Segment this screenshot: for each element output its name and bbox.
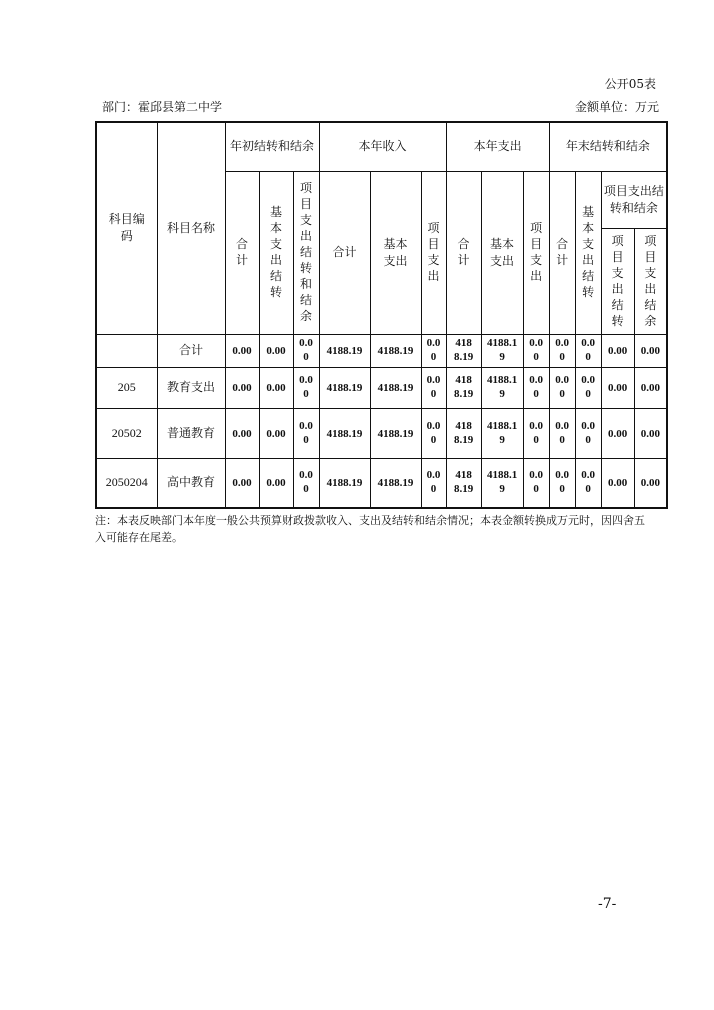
table-footnote: 注：本表反映部门本年度一般公共预算财政拨款收入、支出及结转和结余情况；本表金额转换成万元时，因四舍五入可能存在尾差。 — [95, 514, 645, 544]
cell-expense-project: 0.00 — [523, 458, 549, 508]
cell-begin-basic: 0.00 — [259, 408, 293, 458]
row-name: 合计 — [157, 334, 225, 367]
cell-expense-total: 4188.19 — [446, 334, 481, 367]
cell-expense-total: 4188.19 — [446, 367, 481, 408]
cell-end-basic: 0.00 — [575, 458, 601, 508]
cell-end-total: 0.00 — [549, 367, 575, 408]
cell-end-project-carry: 0.00 — [601, 458, 634, 508]
row-code: 20502 — [96, 408, 157, 458]
cell-end-total: 0.00 — [549, 458, 575, 508]
cell-income-basic: 4188.19 — [370, 458, 421, 508]
cell-begin-project: 0.00 — [293, 334, 319, 367]
cell-income-basic: 4188.19 — [370, 408, 421, 458]
cell-income-total: 4188.19 — [319, 408, 370, 458]
header-end-project-carry: 项目支出结转 — [601, 228, 634, 334]
cell-income-total: 4188.19 — [319, 458, 370, 508]
cell-end-project-carry: 0.00 — [601, 408, 634, 458]
header-expense-total: 合计 — [446, 171, 481, 334]
cell-expense-basic: 4188.19 — [481, 334, 523, 367]
cell-end-total: 0.00 — [549, 334, 575, 367]
header-subject-name: 科目名称 — [157, 122, 225, 334]
header-end-basic: 基本支出结转 — [575, 171, 601, 334]
cell-expense-project: 0.00 — [523, 334, 549, 367]
cell-begin-total: 0.00 — [225, 367, 259, 408]
row-name: 教育支出 — [157, 367, 225, 408]
row-code: 205 — [96, 367, 157, 408]
header-group-income: 本年收入 — [319, 122, 446, 171]
header-group-end: 年末结转和结余 — [549, 122, 667, 171]
form-number: 公开05表 — [604, 77, 656, 91]
row-name: 普通教育 — [157, 408, 225, 458]
cell-end-basic: 0.00 — [575, 408, 601, 458]
header-group-begin: 年初结转和结余 — [225, 122, 319, 171]
fiscal-appropriation-table — [95, 121, 668, 509]
header-expense-basic: 基本支出 — [481, 171, 523, 334]
cell-expense-project: 0.00 — [523, 367, 549, 408]
cell-begin-total: 0.00 — [225, 408, 259, 458]
cell-end-project-balance: 0.00 — [634, 408, 667, 458]
department-label: 部门：霍邱县第二中学 — [102, 100, 223, 114]
row-name: 高中教育 — [157, 458, 225, 508]
cell-expense-basic: 4188.19 — [481, 458, 523, 508]
cell-end-total: 0.00 — [549, 408, 575, 458]
cell-end-basic: 0.00 — [575, 367, 601, 408]
cell-expense-basic: 4188.19 — [481, 367, 523, 408]
cell-income-basic: 4188.19 — [370, 334, 421, 367]
table-row — [96, 334, 667, 367]
header-group-expense: 本年支出 — [446, 122, 549, 171]
cell-income-project: 0.00 — [421, 458, 446, 508]
cell-income-total: 4188.19 — [319, 367, 370, 408]
header-expense-project: 项目支出 — [523, 171, 549, 334]
cell-begin-project: 0.00 — [293, 458, 319, 508]
cell-expense-project: 0.00 — [523, 408, 549, 458]
cell-begin-basic: 0.00 — [259, 334, 293, 367]
table-row — [96, 408, 667, 458]
cell-income-basic: 4188.19 — [370, 367, 421, 408]
cell-end-project-balance: 0.00 — [634, 458, 667, 508]
cell-begin-project: 0.00 — [293, 408, 319, 458]
header-end-project-group: 项目支出结转和结余 — [601, 171, 667, 228]
cell-begin-total: 0.00 — [225, 458, 259, 508]
cell-income-total: 4188.19 — [319, 334, 370, 367]
header-begin-total: 合计 — [225, 171, 259, 334]
cell-begin-basic: 0.00 — [259, 367, 293, 408]
cell-begin-basic: 0.00 — [259, 458, 293, 508]
cell-begin-total: 0.00 — [225, 334, 259, 367]
header-income-total: 合计 — [319, 171, 370, 334]
cell-income-project: 0.00 — [421, 334, 446, 367]
row-code: 2050204 — [96, 458, 157, 508]
header-income-project: 项目支出 — [421, 171, 446, 334]
cell-expense-total: 4188.19 — [446, 408, 481, 458]
row-code — [96, 334, 157, 367]
cell-end-basic: 0.00 — [575, 334, 601, 367]
header-end-total: 合计 — [549, 171, 575, 334]
header-begin-project: 项目支出结转和结余 — [293, 171, 319, 334]
cell-income-project: 0.00 — [421, 408, 446, 458]
cell-end-project-balance: 0.00 — [634, 367, 667, 408]
header-income-basic: 基本支出 — [370, 171, 421, 334]
amount-unit-label: 金额单位：万元 — [574, 100, 659, 114]
header-subject-code: 科目编码 — [96, 122, 157, 334]
table-row — [96, 367, 667, 408]
cell-begin-project: 0.00 — [293, 367, 319, 408]
header-begin-basic: 基本支出结转 — [259, 171, 293, 334]
header-end-project-balance: 项目支出结余 — [634, 228, 667, 334]
cell-income-project: 0.00 — [421, 367, 446, 408]
table-row — [96, 458, 667, 508]
page-number: -7- — [598, 896, 617, 912]
cell-expense-basic: 4188.19 — [481, 408, 523, 458]
cell-end-project-carry: 0.00 — [601, 367, 634, 408]
cell-end-project-carry: 0.00 — [601, 334, 634, 367]
cell-end-project-balance: 0.00 — [634, 334, 667, 367]
cell-expense-total: 4188.19 — [446, 458, 481, 508]
